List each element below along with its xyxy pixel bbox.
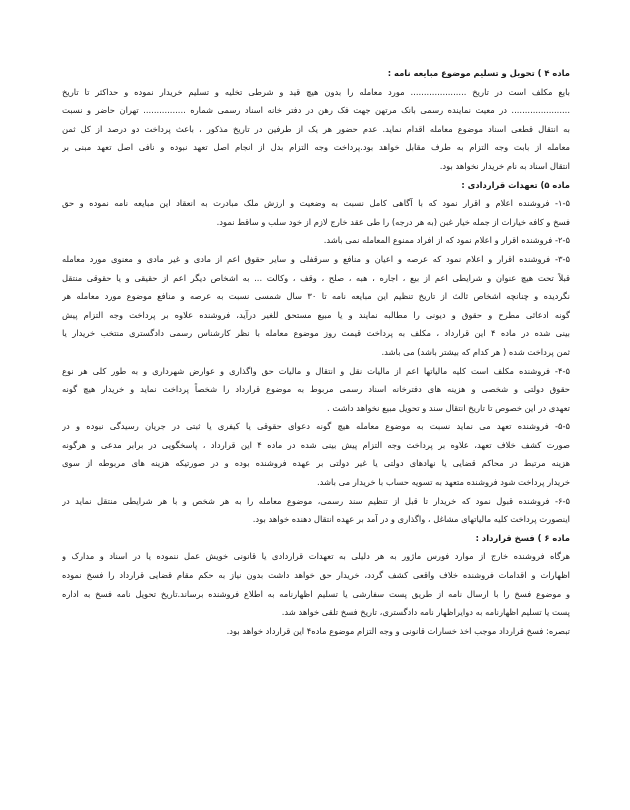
document-text-line: معامله از بابت وجه التزام به طرف مقابل خواهد بود.پرداخت وجه التزام بدل از انجام اصل تعهد نبوده و نافی اصل تعهد مبنی بر [62,142,570,153]
document-text-line: ثمن پرداخت شده ( هر کدام که بیشتر باشد) می باشد. [381,346,570,357]
document-text-line: به انتقال قطعی اسناد موضوع معامله اقدام نماید. عدم حضور هر یک از طرفین در تاریخ مذکور ، باعث پرداخت دو درصد از کل ثمن [62,123,570,134]
document-text-line: نگردیده و چنانچه اشخاص ثالث از تاریخ تنظیم این مبایعه نامه تا ۳۰ سال شمسی نسبت به عرصه و منافع موضوع مورد معامله هر [62,291,570,302]
document-text-line: خریدار پرداخت شود فروشنده متعهد به تسویه حساب با خریدار می باشد. [316,477,570,488]
document-text-line: بایع مکلف است در تاریخ ..................... مورد معامله را بدون هیچ قید و شرطی تخلیه و تسلیم خریدار نموده و حداکثر تا تاریخ [62,86,570,97]
document-text-line: پست یا تسلیم اظهارنامه به دوایراظهار نامه دادگستری، تاریخ فسخ تلقی خواهد شد. [281,607,570,618]
section-heading: ماده ۶ ) فسخ قرارداد : [475,532,570,543]
document-text-line: ۵-۵- فروشنده تعهد می نماید نسبت به موضوع معامله هیچ گونه دعوای حقوقی یا کیفری یا ثبتی در جریان رسیدگی نبوده و در [62,421,570,432]
document-text-line: صورت کشف خلاف تعهد، علاوه بر پرداخت وجه التزام پیش بینی شده در ماده ۴ این قرارداد ، پاسخگویی در برابر مدعی و هرگونه [62,439,570,450]
contract-document-body [62,64,570,640]
document-text-line: ۱-۵- فروشنده اعلام و اقرار نمود که با آگاهی کامل نسبت به وضعیت و ارزش ملک مبادرت به انعقاد این مبایعه نامه نموده و حق [62,198,570,209]
document-text-line: انتقال اسناد به نام خریدار نخواهد بود. [439,160,570,171]
document-text-line: بینی شده در ماده ۴ این قرارداد ، مکلف به پرداخت قیمت روز موضوع معامله با نظر کارشناس رسمی دادگستری منتخب خریدار یا [62,328,570,339]
section-heading: ماده ۴ ) تحویل و تسلیم موضوع مبایعه نامه : [387,68,570,78]
document-text-line: ۴-۵- فروشنده مکلف است کلیه مالیاتها اعم از مالیات نقل و انتقال و مالیات حق واگذاری و عوارض شهرداری و به طور کلی هر نوع [62,365,570,376]
document-text-line: و موضوع فسخ را با ارسال نامه از طریق پست سفارشی یا تسلیم اظهارنامه به اطلاع فروشنده برساند.تاریخ تحویل نامه فسخ به اداره [62,588,570,599]
section-heading: ماده ۵) تعهدات قراردادی : [461,179,570,190]
document-text-line: اینصورت پرداخت کلیه مالیاتهای مشاغل ، واگذاری و در آمد بر عهده انتقال دهنده خواهد بود. [252,514,570,525]
document-text-line: ۳-۵- فروشنده اقرار و اعلام نمود که عرصه و اعیان و منافع و سرقفلی و سایر حقوق اعم از مادی و غیر مادی و معنوی مورد معامله [62,253,570,264]
document-text-line: تبصره: فسخ قرارداد موجب اخذ خسارات قانونی و وجه التزام موضوع ماده۴ این قرارداد خواهد بود. [226,625,570,636]
document-text-line: حقوق دولتی و شخصی و هزینه های دفترخانه اسناد رسمی مربوط به موضوع قرارداد را شخصاً پرداخت نماید و خریدار هیچ گونه [62,384,570,395]
document-text-line: ...................... در معیت نماینده رسمی بانک مرتهن جهت فک رهن در دفتر خانه اسناد رسمی شماره ................ تهران حاضر و نسبت [62,105,570,116]
document-text-line: ۲-۵- فروشنده اقرار و اعلام نمود که از افراد ممنوع المعامله نمی باشد. [323,235,570,246]
document-text-line: ۶-۵- فروشنده قبول نمود که خریدار تا قبل از تنظیم سند رسمی، موضوع معامله را به هر شخص و با هر شرایطی منتقل نماید در [62,495,570,506]
document-text-line: قبلاً تحت هیچ عنوان و شرایطی اعم از بیع ، اجاره ، هبه ، صلح ، وقف ، وکالت ... به اشخاص دیگر اعم از حقیقی و یا حقوقی منتقل [62,272,570,283]
document-text-line: اظهارات و اقدامات فروشنده خلاف واقعی کشف گردد، خریدار حق خواهد داشت بدون نیاز به حکم مقام قضایی قرارداد را فسخ نموده [62,570,570,581]
document-text-line: تعهدی در این خصوص تا تاریخ انتقال سند و تحویل مبیع نخواهد داشت . [327,402,570,413]
document-text-line: هرگاه فروشنده خارج از موارد فورس ماژور به هر دلیلی به تعهدات قراردادی یا قانونی خویش عمل ننموده یا در اسناد و مدارک و [62,551,570,562]
document-text-line: گونه ادعائی مطرح و حقوق و دیونی را مطالبه نمایند و یا مبیع مستحق للغیر درآید، فروشنده علاوه بر پرداخت وجه التزام پیش [62,309,570,320]
document-text-line: هزینه مرتبط در محاکم قضایی یا نهادهای دولتی یا غیر دولتی بر عهده فروشنده بوده و در صورتیکه هزینه های مربوطه از سوی [62,458,570,469]
document-text-line: فسخ و کافه خیارات از جمله خیار غبن (به هر درجه) را طی عقد خارج لازم از خود سلب و ساقط نمود. [216,216,570,227]
